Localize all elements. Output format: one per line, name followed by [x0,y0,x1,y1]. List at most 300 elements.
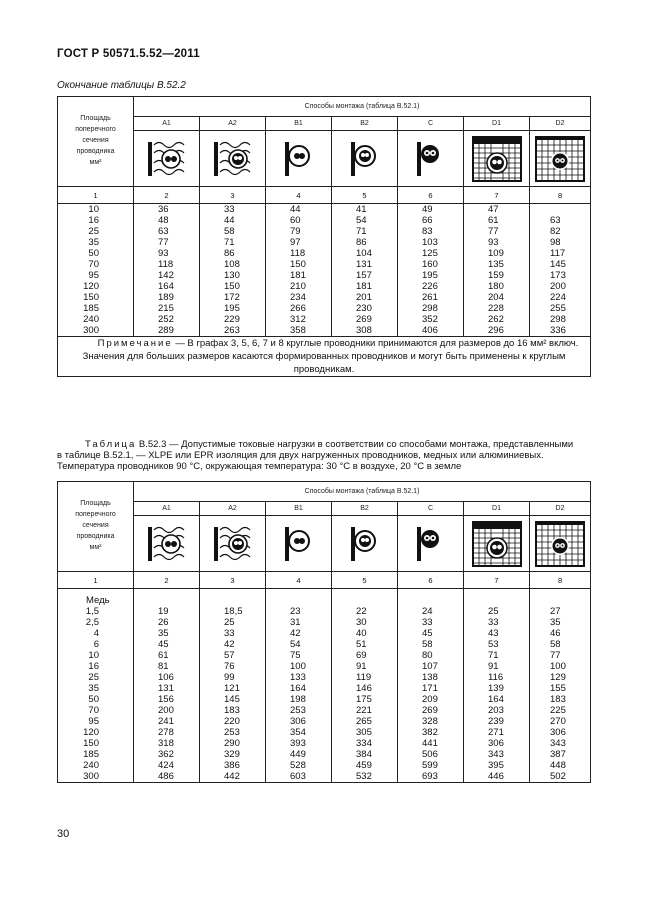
table-cell: 603 [290,771,306,782]
duct-in-ground-icon [472,136,522,182]
method-d2: D2 [530,117,591,131]
a2-values [200,589,266,783]
table-cell: 532 [356,771,372,782]
table-cell: 58 [550,639,561,650]
table-cell: 41 [356,204,367,215]
cable-direct-in-ground-icon [535,136,585,182]
table-cell: 100 [290,661,306,672]
table-cell: 35 [88,237,99,248]
table-cell: 25 [88,226,99,237]
table-cell: 121 [224,683,240,694]
table-cell: 393 [290,738,306,749]
table-cell: 289 [158,325,174,336]
table-cell: 119 [356,672,372,683]
table-cell: 354 [290,727,306,738]
table-cell: 16 [88,661,99,672]
col-number: 5 [332,187,398,204]
note-label: Примечание [97,338,173,349]
col-number: 2 [134,187,200,204]
table-cell: 306 [290,716,306,727]
table-cell: 270 [550,716,566,727]
table-continuation-title: Окончание таблицы В.52.2 [57,80,186,91]
table-cell: 93 [158,248,169,259]
col-number: 6 [398,572,464,589]
b1-values [266,589,332,783]
table-cell: 6 [93,639,99,650]
table-cell: 54 [356,215,367,226]
table-cell: 19 [158,606,169,617]
table-cell: 16 [88,215,99,226]
table-cell: 25 [88,672,99,683]
table-cell: 120 [83,281,99,292]
table-cell: 203 [488,705,504,716]
table-cell: 185 [83,749,99,760]
table-cell: 228 [488,303,504,314]
b2-diagram [332,131,398,187]
table-cell: 189 [158,292,174,303]
table-cell: 86 [224,248,235,259]
table-cell: 95 [88,716,99,727]
d2-diagram [530,516,591,572]
table-cell: 225 [550,705,566,716]
method-d1: D1 [464,502,530,516]
table-cell: 240 [83,760,99,771]
table-cell: 82 [550,226,561,237]
table-cell: 25 [488,606,499,617]
col-number: 5 [332,572,398,589]
table-cell: 305 [356,727,372,738]
table-cell: 308 [356,325,372,336]
table-cell: 33 [422,617,433,628]
c-diagram [398,131,464,187]
table-cell: 164 [290,683,306,694]
a1-values [134,589,200,783]
table-cell: 129 [550,672,566,683]
d2-values [530,204,591,337]
table-cell: 446 [488,771,504,782]
table-cell: 334 [356,738,372,749]
table-cell: 97 [290,237,301,248]
table-cell: 30 [356,617,367,628]
table-cell: 120 [83,727,99,738]
col-number: 7 [464,187,530,204]
cable-on-wall-icon [409,524,453,564]
table-cell: 80 [422,650,433,661]
table-cell: 382 [422,727,438,738]
table-cell: 35 [550,617,561,628]
b1-diagram [266,516,332,572]
table-cell: 106 [158,672,174,683]
table-cell: 290 [224,738,240,749]
table-cell: 48 [158,215,169,226]
table-cell: 135 [488,259,504,270]
d2-values [530,589,591,783]
area-header: Площадь поперечного сечения проводника мм² [58,97,134,187]
table-cell: 25 [224,617,235,628]
table-cell: 2,5 [85,617,99,628]
table-cell: 201 [356,292,372,303]
table-cell: 150 [83,292,99,303]
table-cell: 265 [356,716,372,727]
table-cell: 109 [488,248,504,259]
table-cell: 77 [158,237,169,248]
table-cell: 157 [356,270,372,281]
table-cell: 70 [88,259,99,270]
table-cell: 181 [290,270,306,281]
table-cell: 33 [488,617,499,628]
table-cell: 506 [422,749,438,760]
table-cell: 224 [550,292,566,303]
table-cell: 66 [422,215,433,226]
table-cell: 164 [488,694,504,705]
insulated-wall-conduit-icon [145,139,189,179]
b1-diagram [266,131,332,187]
table-cell: 241 [158,716,174,727]
table-cell: 10 [88,650,99,661]
b1-values [266,204,332,337]
table-cell: 133 [290,672,306,683]
cable-direct-in-ground-icon [535,521,585,567]
table-cell: 386 [224,760,240,771]
d1-values [464,589,530,783]
method-b1: B1 [266,502,332,516]
table-cell: 99 [224,672,235,683]
a2-diagram [200,516,266,572]
table-cell: 145 [550,259,566,270]
table-cell: 180 [488,281,504,292]
table-cell: 58 [224,226,235,237]
table-cell: 46 [550,628,561,639]
table-cell: 253 [290,705,306,716]
col-number: 6 [398,187,464,204]
table-cell: 44 [290,204,301,215]
table-cell: 387 [550,749,566,760]
table-cell: 77 [550,650,561,661]
caption-line1: В.52.3 — Допустимые токовые нагрузки в соответствии со способами монтажа, представленными [136,439,574,450]
table-cell: 57 [224,650,235,661]
table-cell: 150 [83,738,99,749]
table-cell: 22 [356,606,367,617]
col-number: 3 [200,572,266,589]
table-cell: 63 [550,215,561,226]
method-a2: A2 [200,117,266,131]
table-b52-3 [57,481,591,783]
table-cell: 146 [356,683,372,694]
table-cell: 150 [224,281,240,292]
table-cell: 36 [158,204,169,215]
method-a1: A1 [134,502,200,516]
table-cell: 33 [224,628,235,639]
conduit-on-wall-icon [277,139,321,179]
table-cell: 150 [290,259,306,270]
caption-line3: Температура проводников 90 °С, окружающая температура: 30 °С в воздухе, 20 °С в земле [57,461,462,472]
d1-diagram [464,131,530,187]
table-cell: 131 [356,259,372,270]
table-cell: 329 [224,749,240,760]
table-cell: 23 [290,606,301,617]
a1-values [134,204,200,337]
a1-diagram [134,131,200,187]
col-number: 3 [200,187,266,204]
table-note [58,337,591,377]
table-cell: 306 [488,738,504,749]
method-d1: D1 [464,117,530,131]
table-cell: 107 [422,661,438,672]
table-cell: 76 [224,661,235,672]
d2-diagram [530,131,591,187]
table2-data-row [58,589,591,783]
conduit-on-wall-icon [277,524,321,564]
table-cell: 693 [422,771,438,782]
table-cell: 44 [224,215,235,226]
table-cell: 61 [158,650,169,661]
area-header: Площадь поперечного сечения проводника мм² [58,482,134,572]
table-cell: 441 [422,738,438,749]
method-c: C [398,502,464,516]
table-cell: 198 [290,694,306,705]
table-cell: 58 [422,639,433,650]
a1-diagram [134,516,200,572]
table-cell: 77 [488,226,499,237]
col-number: 8 [530,572,591,589]
table-cell: 175 [356,694,372,705]
table-cell: 164 [158,281,174,292]
table-cell: 298 [550,314,566,325]
size-column [58,204,134,337]
col-number: 2 [134,572,200,589]
a2-values [200,204,266,337]
table-cell: 117 [550,248,566,259]
table-cell: 239 [488,716,504,727]
table-cell: 306 [550,727,566,738]
table-cell: 528 [290,760,306,771]
table-cell: 75 [290,650,301,661]
table-cell: 125 [422,248,438,259]
table-cell: 42 [224,639,235,650]
method-b2: B2 [332,502,398,516]
table-cell: 226 [422,281,438,292]
table-cell: 449 [290,749,306,760]
table-cell: 60 [290,215,301,226]
table-cell: 459 [356,760,372,771]
cable-conduit-on-wall-icon [343,524,387,564]
table-cell: 31 [290,617,301,628]
table-b52-3-caption [57,439,590,472]
table-cell: 263 [224,325,240,336]
table-cell: 296 [488,325,504,336]
table-cell: 53 [488,639,499,650]
table-cell: 138 [422,672,438,683]
table-cell: 336 [550,325,566,336]
table-cell: 51 [356,639,367,650]
d1-diagram [464,516,530,572]
table-cell: 50 [88,248,99,259]
c-values [398,204,464,337]
insulated-wall-conduit-icon [145,524,189,564]
table-cell: 171 [422,683,438,694]
table-cell: 312 [290,314,306,325]
table-cell: 33 [224,204,235,215]
table-cell: 384 [356,749,372,760]
method-d2: D2 [530,502,591,516]
table-cell: 116 [488,672,504,683]
table-cell: 91 [356,661,367,672]
table-cell: 155 [550,683,566,694]
table-cell: 362 [158,749,174,760]
table-cell: 200 [550,281,566,292]
methods-title: Способы монтажа (таблица В.52.1) [134,482,591,502]
table-cell: 358 [290,325,306,336]
caption-label: Таблица [85,439,137,450]
a2-diagram [200,131,266,187]
table-cell: 43 [488,628,499,639]
size-column [58,589,134,783]
table-cell: 71 [224,237,235,248]
table-cell: 86 [356,237,367,248]
table-cell: 27 [550,606,561,617]
table-cell: 271 [488,727,504,738]
table-cell: 70 [88,705,99,716]
table-b52-2-end [57,96,591,377]
table-cell: 83 [422,226,433,237]
table-cell: 40 [356,628,367,639]
methods-title: Способы монтажа (таблица В.52.1) [134,97,591,117]
table-cell: 352 [422,314,438,325]
table-cell: 204 [488,292,504,303]
table-cell: 442 [224,771,240,782]
table-cell: 343 [550,738,566,749]
table-cell: 45 [158,639,169,650]
table-cell: 159 [488,270,504,281]
table-cell: 10 [88,204,99,215]
table-cell: 1,5 [85,606,99,617]
table-cell: 230 [356,303,372,314]
table-cell: 103 [422,237,438,248]
table-cell: 195 [422,270,438,281]
table-cell: 210 [290,281,306,292]
cable-on-wall-icon [409,139,453,179]
table-cell: 91 [488,661,499,672]
document-header: ГОСТ Р 50571.5.52—2011 [57,48,200,60]
method-a1: A1 [134,117,200,131]
table-cell: 448 [550,760,566,771]
table-cell: 261 [422,292,438,303]
duct-in-ground-icon [472,521,522,567]
table-cell: 47 [488,204,499,215]
table-cell: 71 [488,650,499,661]
table-cell: 98 [550,237,561,248]
table-cell: 424 [158,760,174,771]
table-cell: 220 [224,716,240,727]
table-cell: 100 [550,661,566,672]
table-cell: 24 [422,606,433,617]
table-cell: 49 [422,204,433,215]
table-cell: 209 [422,694,438,705]
table-cell: 181 [356,281,372,292]
c-values [398,589,464,783]
table-cell: 160 [422,259,438,270]
table-cell: 486 [158,771,174,782]
table-cell: 61 [488,215,499,226]
method-b2: B2 [332,117,398,131]
table-cell: 81 [158,661,169,672]
insulated-wall-cable-icon [211,524,255,564]
table-cell: 173 [550,270,566,281]
table-cell: 234 [290,292,306,303]
table-cell: 406 [422,325,438,336]
table1-data-row [58,204,591,337]
table-cell: 183 [550,694,566,705]
note-text: — В графах 3, 5, 6, 7 и 8 круглые проводники принимаются для размеров до 16 мм² включ. Значения для больших размеров касаются формированных проводников и могут быть применены к круглым проводникам. [82,338,579,375]
table-cell: 145 [224,694,240,705]
table-cell: 63 [158,226,169,237]
table-cell: 269 [422,705,438,716]
insulated-wall-cable-icon [211,139,255,179]
table-cell: 252 [158,314,174,325]
col-number: 7 [464,572,530,589]
table-cell: 221 [356,705,372,716]
table-cell: 278 [158,727,174,738]
c-diagram [398,516,464,572]
table-cell: 255 [550,303,566,314]
table-cell: 45 [422,628,433,639]
page-number: 30 [57,828,70,840]
col-number: 8 [530,187,591,204]
table-cell: 229 [224,314,240,325]
b2-values [332,589,398,783]
material-label: Медь [86,595,110,606]
col-number: 1 [58,187,134,204]
table-cell: 262 [488,314,504,325]
col-number: 1 [58,572,134,589]
table-cell: 104 [356,248,372,259]
table-cell: 95 [88,270,99,281]
table-cell: 253 [224,727,240,738]
table-cell: 215 [158,303,174,314]
table-cell: 118 [290,248,306,259]
table-cell: 118 [158,259,174,270]
table-cell [550,204,590,215]
table-cell: 269 [356,314,372,325]
b2-diagram [332,516,398,572]
table-cell: 131 [158,683,174,694]
table-cell: 172 [224,292,240,303]
table-cell: 18,5 [224,606,243,617]
table-cell: 200 [158,705,174,716]
col-number: 4 [266,572,332,589]
table-cell: 79 [290,226,301,237]
table-cell: 156 [158,694,174,705]
method-a2: A2 [200,502,266,516]
table-cell: 54 [290,639,301,650]
cable-conduit-on-wall-icon [343,139,387,179]
b2-values [332,204,398,337]
table-cell: 35 [158,628,169,639]
table-cell: 328 [422,716,438,727]
table-cell: 502 [550,771,566,782]
table-cell: 343 [488,749,504,760]
table-cell: 395 [488,760,504,771]
table-cell: 599 [422,760,438,771]
table-cell: 93 [488,237,499,248]
table-cell: 318 [158,738,174,749]
table-cell: 35 [88,683,99,694]
caption-line2: в таблице В.52.1, — XLPE или EPR изоляция для двух нагруженных проводников, медных или алюминиевых. [57,450,544,461]
table-cell: 185 [83,303,99,314]
table-cell: 298 [422,303,438,314]
table-cell: 108 [224,259,240,270]
table-cell: 300 [83,771,99,782]
